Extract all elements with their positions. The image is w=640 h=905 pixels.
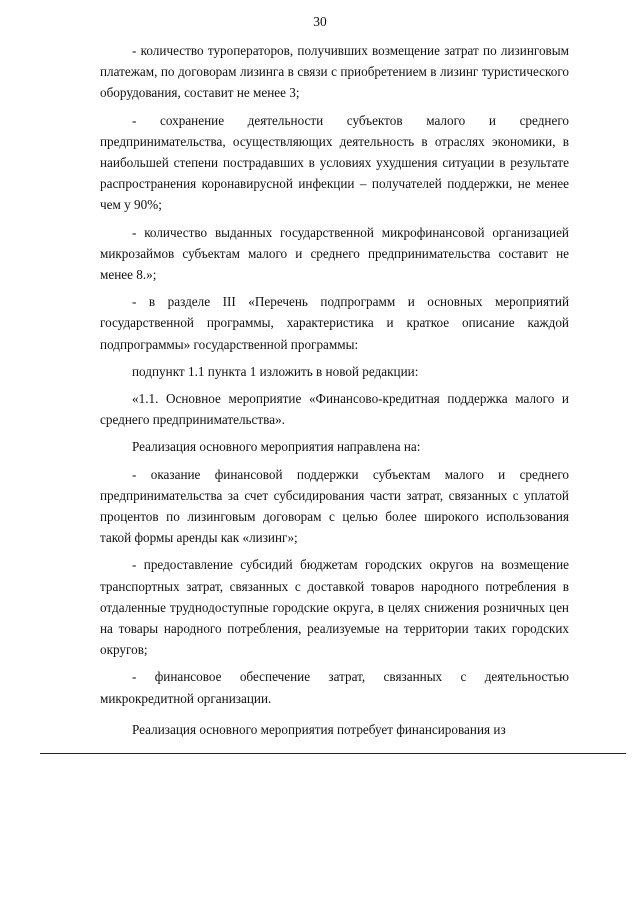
paragraph-implementation-aim: Реализация основного мероприятия направлена на: [132, 439, 421, 455]
paragraph-microloans: - количество выданных государственной микрофинансовой организацией микрозаймов субъектам малого и среднего предпринимательства составит не менее 8.»; [100, 224, 569, 283]
paragraph-transport-subsidies: - предоставление субсидий бюджетам городских округов на возмещение транспортных затрат, связанных с доставкой товаров народного потребления в отдаленные труднодоступные городские округа, в целях снижения розничных цен на товары народного потребления, реализуемые на территории таких городских округов; [100, 557, 569, 658]
footer-divider [40, 753, 626, 754]
page-number: 30 [313, 14, 327, 29]
document-body [100, 40, 569, 746]
paragraph-leasing-support: - оказание финансовой поддержки субъектам малого и среднего предпринимательства за счет субсидирования части затрат, связанных с уплатой процентов по лизинговым договорам с целью более широкого использования такой формы аренды как «лизинг»; [100, 466, 569, 546]
paragraph-main-activity: «1.1. Основное мероприятие «Финансово-кредитная поддержка малого и среднего предпринимательства». [100, 391, 569, 428]
paragraph-business-preservation: - сохранение деятельности субъектов малого и среднего предпринимательства, осуществляющих деятельность в отраслях экономики, в наибольшей степени пострадавших в условиях ухудшения ситуации в результате распространения коронавирусной инфекции – получателей поддержки, не менее чем у 90%; [100, 112, 569, 213]
paragraph-section-iii: - в разделе III «Перечень подпрограмм и основных мероприятий государственной программы, характеристика и краткое описание каждой подпрограммы» государственной программы: [100, 294, 569, 352]
paragraph-microcredit: - финансовое обеспечение затрат, связанных с деятельностью микрокредитной организации. [100, 669, 569, 706]
paragraph-tour-operators: - количество туроператоров, получивших возмещение затрат по лизинговым платежам, по договорам лизинга в связи с приобретением в лизинг туристического оборудования, составит не менее 3; [100, 43, 569, 101]
paragraph-subclause: подпункт 1.1 пункта 1 изложить в новой редакции: [132, 363, 419, 379]
paragraph-financing: Реализация основного мероприятия потребует финансирования из [132, 721, 506, 737]
